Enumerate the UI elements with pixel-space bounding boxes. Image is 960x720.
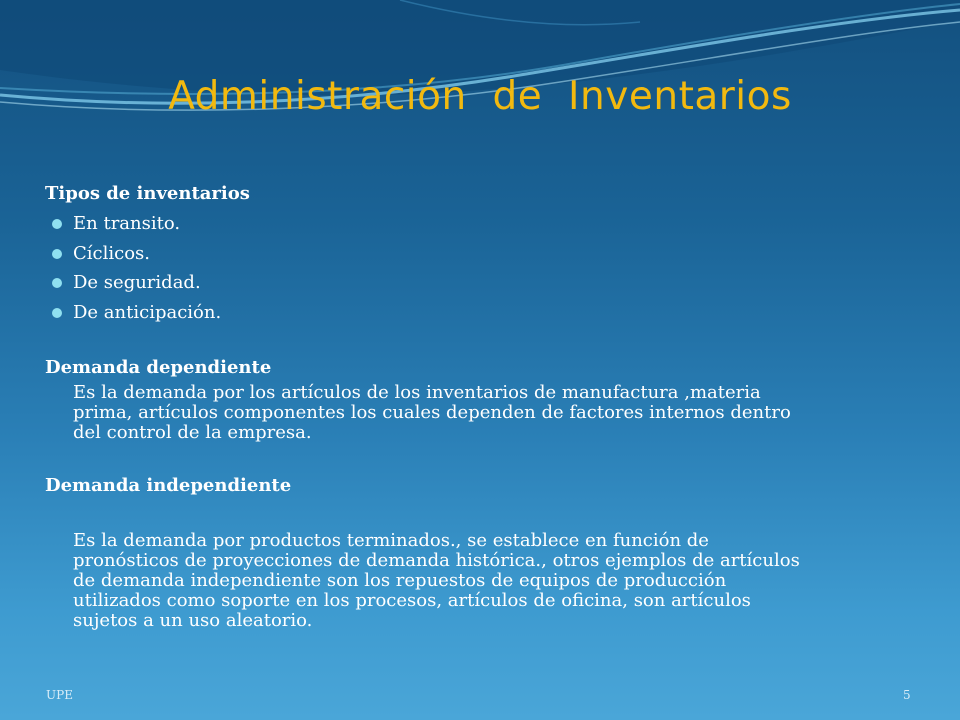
list-item — [45, 209, 915, 239]
list-item — [45, 298, 915, 328]
list-item-label: En transito. — [73, 213, 181, 234]
slide-title: Administración de Inventarios — [168, 74, 792, 119]
list-item-label: De seguridad. — [73, 272, 201, 293]
slide-body — [45, 181, 915, 631]
paragraph-demanda-dependiente: Es la demanda por los artículos de los inventarios de manufactura ,materia prima, artículos componentes los cuales dependen de factores internos dentro del control de la empresa. — [73, 382, 791, 443]
list-item-label: Cíclicos. — [73, 242, 151, 264]
bullet-icon — [52, 278, 62, 288]
bullet-icon — [52, 308, 62, 318]
heading-tipos-de-inventarios: Tipos de inventarios — [45, 183, 250, 204]
footer-label: UPE — [46, 688, 73, 702]
list-item — [45, 239, 915, 269]
heading-demanda-independiente: Demanda independiente — [45, 475, 292, 496]
paragraph-demanda-independiente: Es la demanda por productos terminados., se establece en función de pronósticos de proyecciones de demanda histórica., otros ejemplos de artículos de demanda independiente son los repuestos de equipos de producción utilizados como soporte en los procesos, artículos de oficina, son artículos sujetos a un uso aleatorio. — [73, 530, 800, 631]
bullet-icon — [52, 249, 62, 259]
bullet-icon — [52, 219, 62, 229]
page-number: 5 — [903, 688, 911, 702]
inventory-types-list — [45, 209, 915, 327]
list-item-label: De anticipación. — [73, 301, 222, 323]
list-item — [45, 268, 915, 298]
decorative-waves — [0, 0, 960, 140]
heading-demanda-dependiente: Demanda dependiente — [45, 357, 272, 378]
